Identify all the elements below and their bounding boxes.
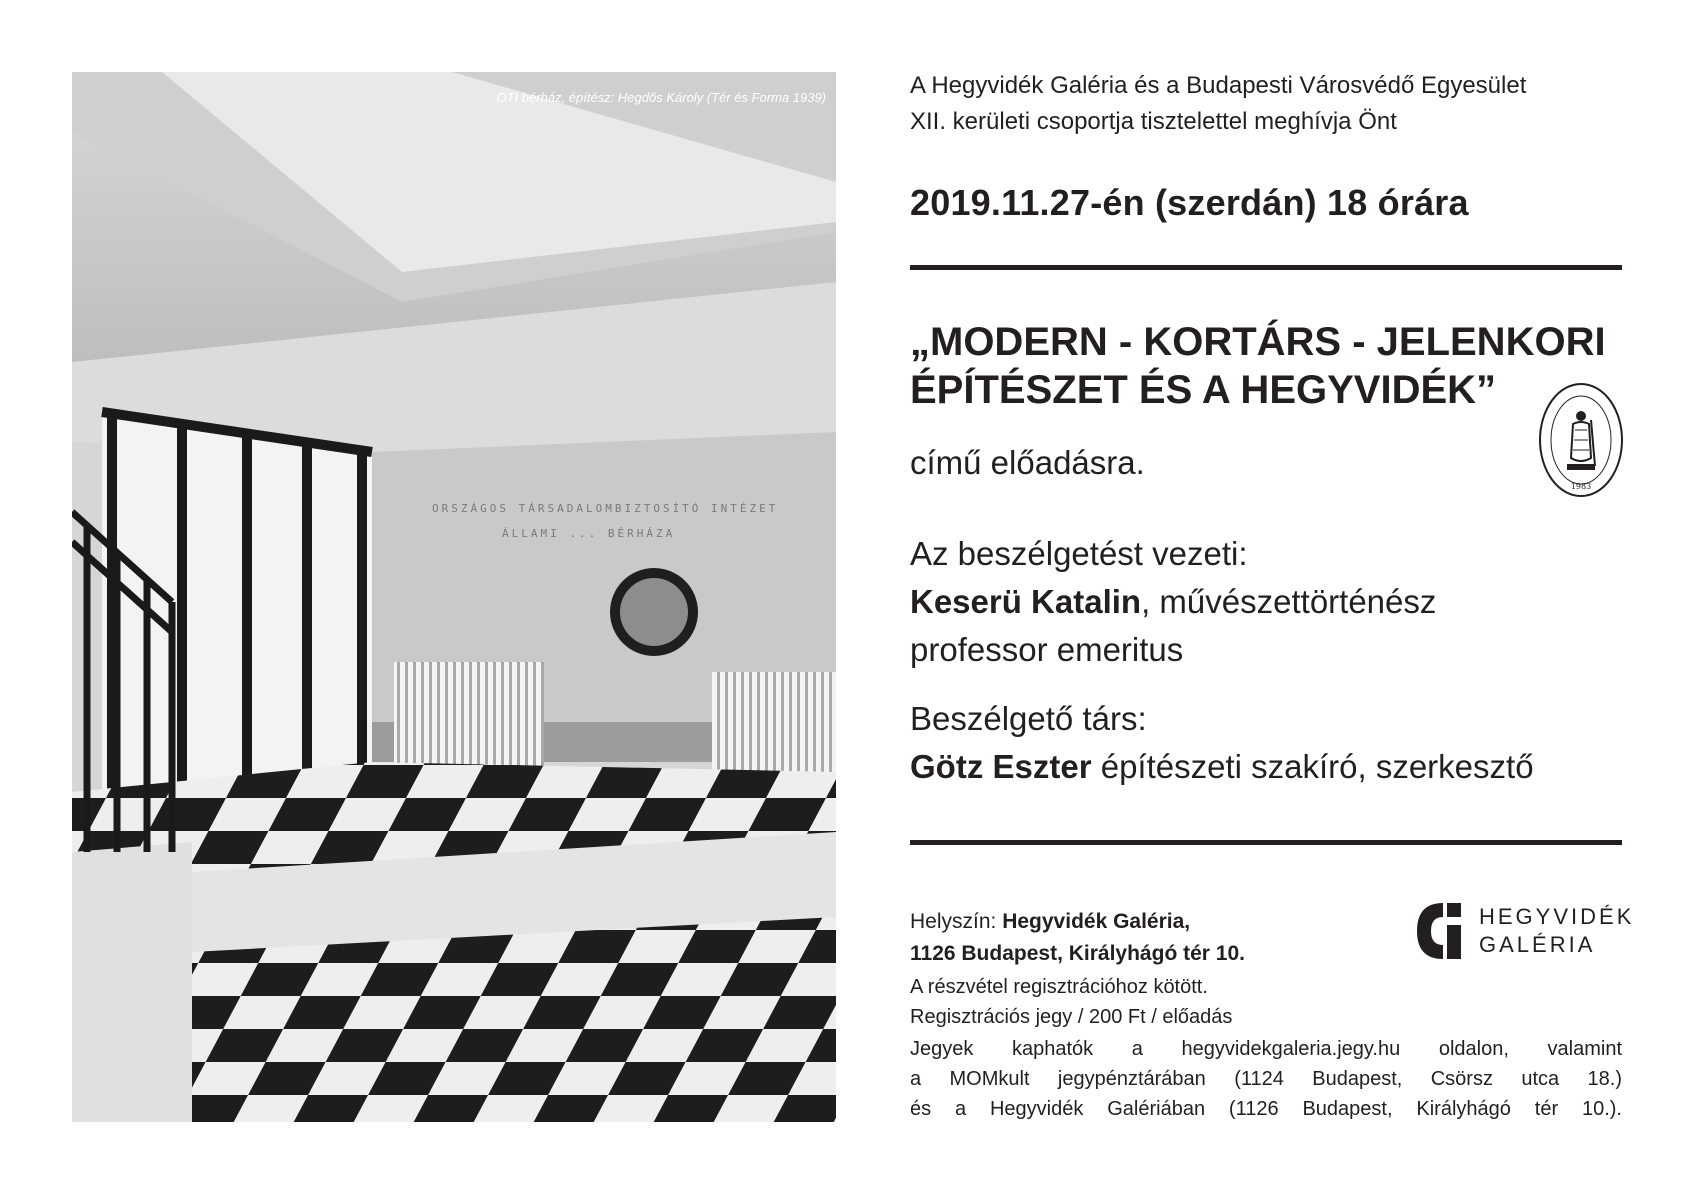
logo-line-2: GALÉRIA xyxy=(1479,932,1596,957)
ticket-info-line-3: és a Hegyvidék Galériában (1126 Budapest, Királyhágó tér 10.). xyxy=(910,1098,1622,1120)
event-date: 2019.11.27-én (szerdán) 18 órára xyxy=(910,182,1469,223)
registration-block xyxy=(910,972,1622,1032)
ticket-info-line-1: Jegyek kaphatók a hegyvidekgaleria.jegy.hu oldalon, valamint xyxy=(910,1038,1622,1060)
hegyvidek-galeria-logo xyxy=(1417,903,1635,959)
wall-lettering: ORSZÁGOS TÁRSADALOMBIZTOSÍTÓ INTÉZET xyxy=(432,502,779,515)
divider-top xyxy=(910,265,1622,270)
event-subtitle: című előadásra. xyxy=(910,444,1145,481)
partner-role: építészeti szakíró, szerkesztő xyxy=(1091,748,1534,785)
divider-bottom xyxy=(910,840,1622,845)
moderator-title: professor emeritus xyxy=(910,631,1184,668)
varosvedo-seal-logo xyxy=(1537,380,1625,500)
seal-year: 1983 xyxy=(1570,482,1592,491)
moderator-block xyxy=(910,530,1622,674)
event-title xyxy=(910,318,1622,414)
intro-line-1: A Hegyvidék Galéria és a Budapesti Városvédő Egyesület xyxy=(910,72,1527,99)
moderator-label: Az beszélgetést vezeti: xyxy=(910,535,1248,572)
logo-line-1: HEGYVIDÉK xyxy=(1479,904,1635,929)
logo-mark-icon xyxy=(1417,903,1469,959)
venue-label: Helyszín: xyxy=(910,910,1003,933)
partner-label: Beszélgető társ: xyxy=(910,700,1147,737)
venue-address: 1126 Budapest, Királyhágó tér 10. xyxy=(910,942,1245,965)
photo-caption: OTI bérház, építész: Hegdős Károly (Tér és Forma 1939) xyxy=(496,90,826,105)
venue-name: Hegyvidék Galéria, xyxy=(1002,910,1191,933)
wall-lettering-2: ÁLLAMI ... BÉRHÁZA xyxy=(502,527,676,540)
interior-photo-illustration xyxy=(72,72,836,1122)
intro-text xyxy=(910,68,1622,140)
archival-photo xyxy=(72,72,836,1122)
title-line-2: ÉPÍTÉSZET ÉS A HEGYVIDÉK” xyxy=(910,368,1497,412)
partner-name: Götz Eszter xyxy=(910,748,1092,785)
intro-line-2: XII. kerületi csoportja tisztelettel meghívja Önt xyxy=(910,108,1397,135)
ticket-info-line-2: a MOMkult jegypénztárában (1124 Budapest, Csörsz utca 18.) xyxy=(910,1068,1622,1090)
registration-note: A részvétel regisztrációhoz kötött. xyxy=(910,976,1208,998)
partner-block xyxy=(910,695,1622,791)
partner-line xyxy=(910,743,1622,791)
title-line-1: „MODERN - KORTÁRS - JELENKORI xyxy=(910,320,1606,364)
logo-text xyxy=(1479,903,1634,959)
moderator-role: , művészettörténész xyxy=(1141,583,1437,620)
moderator-line xyxy=(910,578,1622,626)
ticket-info xyxy=(910,1034,1622,1124)
ticket-price: Regisztrációs jegy / 200 Ft / előadás xyxy=(910,1006,1233,1028)
moderator-name: Keserü Katalin xyxy=(910,583,1142,620)
